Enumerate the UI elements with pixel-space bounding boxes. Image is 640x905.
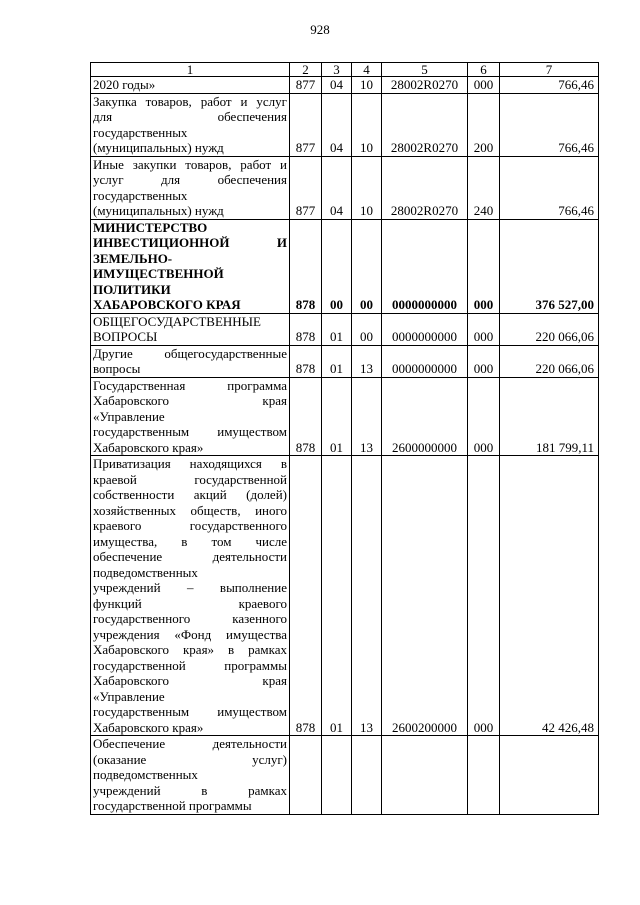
row-target-article: 28002R0270	[382, 77, 468, 94]
header-col-7: 7	[500, 63, 599, 77]
row-description-line: подведомственных	[93, 767, 198, 782]
row-subsection: 10	[352, 77, 382, 94]
row-subsection: 00	[352, 313, 382, 345]
row-description-line: МИНИСТЕРСТВО	[93, 219, 208, 235]
row-description-line: государственных	[93, 187, 188, 203]
row-amount: 766,46	[500, 156, 599, 219]
row-description-line: учреждений – выполнение	[93, 580, 287, 595]
row-description-line: 2020 годы»	[93, 77, 156, 92]
row-expense-type: 240	[468, 156, 500, 219]
row-admin-code: 877	[290, 77, 322, 94]
header-col-5: 5	[382, 63, 468, 77]
row-description-line: имущества, в том числе	[93, 533, 287, 549]
row-section: 01	[322, 377, 352, 456]
row-admin-code: 877	[290, 93, 322, 156]
table-row	[91, 345, 599, 377]
row-section: 04	[322, 93, 352, 156]
table-header-row	[91, 63, 599, 77]
row-description	[91, 736, 290, 815]
row-description-line: ХАБАРОВСКОГО КРАЯ	[93, 297, 241, 312]
row-expense-type: 000	[468, 345, 500, 377]
row-section: 01	[322, 345, 352, 377]
row-description-line: Хабаровского края	[93, 673, 287, 688]
row-description-line: услуг для обеспечения	[93, 172, 287, 187]
row-admin-code: 878	[290, 456, 322, 736]
row-description-line: учреждений в рамках	[93, 782, 287, 798]
table-row	[91, 313, 599, 345]
row-admin-code	[290, 736, 322, 815]
row-amount: 220 066,06	[500, 345, 599, 377]
row-subsection: 10	[352, 93, 382, 156]
row-description-line: «Управление	[93, 408, 165, 424]
row-description-line: Закупка товаров, работ и услуг	[93, 93, 287, 109]
row-section: 00	[322, 219, 352, 313]
row-section	[322, 736, 352, 815]
row-description-line: вопросы	[93, 361, 141, 376]
row-target-article: 2600000000	[382, 377, 468, 456]
row-expense-type: 000	[468, 456, 500, 736]
table-row	[91, 377, 599, 456]
row-amount: 376 527,00	[500, 219, 599, 313]
row-expense-type	[468, 736, 500, 815]
table-row	[91, 219, 599, 313]
row-description-line: государственных	[93, 124, 188, 140]
row-description-line: государственной программы	[93, 798, 252, 813]
row-expense-type: 000	[468, 377, 500, 456]
row-subsection: 10	[352, 156, 382, 219]
row-description-line: «Управление	[93, 688, 165, 704]
row-description-line: государственным имуществом	[93, 704, 287, 719]
row-description	[91, 456, 290, 736]
row-description-line: Хабаровского края»	[93, 719, 204, 735]
row-description	[91, 313, 290, 345]
table-row	[91, 93, 599, 156]
row-expense-type: 000	[468, 77, 500, 94]
row-subsection: 13	[352, 456, 382, 736]
row-subsection: 13	[352, 345, 382, 377]
row-description-line: государственного казенного	[93, 611, 287, 626]
row-description-line: ИНВЕСТИЦИОННОЙ И	[93, 235, 287, 250]
row-admin-code: 878	[290, 345, 322, 377]
row-target-article: 0000000000	[382, 313, 468, 345]
row-description-line: собственности акций (долей)	[93, 487, 287, 502]
header-col-2: 2	[290, 63, 322, 77]
row-target-article	[382, 736, 468, 815]
row-section: 04	[322, 156, 352, 219]
row-subsection: 00	[352, 219, 382, 313]
row-expense-type: 000	[468, 313, 500, 345]
row-description-line: ИМУЩЕСТВЕННОЙ	[93, 266, 224, 281]
row-description-line: Иные закупки товаров, работ и	[93, 156, 287, 172]
row-description-line: краевого государственного	[93, 518, 287, 533]
row-amount: 181 799,11	[500, 377, 599, 456]
row-description-line: хозяйственных обществ, иного	[93, 502, 287, 518]
row-section: 01	[322, 313, 352, 345]
row-description-line: (оказание услуг)	[93, 751, 287, 767]
row-expense-type: 000	[468, 219, 500, 313]
row-description-line: подведомственных	[93, 564, 198, 580]
row-description	[91, 77, 290, 94]
row-amount	[500, 736, 599, 815]
row-description-line: (муниципальных) нужд	[93, 203, 224, 218]
row-section: 01	[322, 456, 352, 736]
row-amount: 220 066,06	[500, 313, 599, 345]
row-target-article: 28002R0270	[382, 156, 468, 219]
row-description-line: государственным имуществом	[93, 424, 287, 439]
row-expense-type: 200	[468, 93, 500, 156]
table-row	[91, 77, 599, 94]
row-description	[91, 156, 290, 219]
row-target-article: 0000000000	[382, 219, 468, 313]
row-description	[91, 377, 290, 456]
row-description-line: для обеспечения	[93, 109, 287, 124]
header-col-1: 1	[91, 63, 290, 77]
row-description-line: Хабаровского края	[93, 393, 287, 408]
row-description-line: ОБЩЕГОСУДАРСТВЕННЫЕ	[93, 313, 261, 329]
row-description-line: Хабаровского края» в рамках	[93, 642, 287, 657]
table-row	[91, 156, 599, 219]
row-target-article: 2600200000	[382, 456, 468, 736]
row-admin-code: 877	[290, 156, 322, 219]
row-description-line: государственной программы	[93, 657, 287, 673]
row-description-line: Хабаровского края»	[93, 439, 204, 455]
row-amount: 766,46	[500, 93, 599, 156]
row-description-line: краевой государственной	[93, 471, 287, 487]
row-description	[91, 345, 290, 377]
row-subsection	[352, 736, 382, 815]
row-target-article: 0000000000	[382, 345, 468, 377]
row-description-line: учреждения «Фонд имущества	[93, 626, 287, 642]
row-amount: 766,46	[500, 77, 599, 94]
row-amount: 42 426,48	[500, 456, 599, 736]
row-description-line: ЗЕМЕЛЬНО-	[93, 250, 173, 266]
row-description-line: Приватизация находящихся в	[93, 456, 287, 471]
header-col-6: 6	[468, 63, 500, 77]
row-description-line: Обеспечение деятельности	[93, 736, 287, 751]
row-target-article: 28002R0270	[382, 93, 468, 156]
row-description	[91, 219, 290, 313]
header-col-4: 4	[352, 63, 382, 77]
row-admin-code: 878	[290, 313, 322, 345]
row-description-line: обеспечение деятельности	[93, 549, 287, 564]
row-section: 04	[322, 77, 352, 94]
page-number: 928	[310, 22, 330, 37]
row-description-line: Другие общегосударственные	[93, 345, 287, 361]
row-subsection: 13	[352, 377, 382, 456]
table-row	[91, 736, 599, 815]
row-description-line: функций краевого	[93, 595, 287, 611]
row-description-line: (муниципальных) нужд	[93, 140, 224, 155]
table-row	[91, 456, 599, 736]
row-description-line: ПОЛИТИКИ	[93, 281, 171, 297]
row-admin-code: 878	[290, 377, 322, 456]
row-description-line: Государственная программа	[93, 377, 287, 393]
budget-table	[90, 62, 599, 815]
row-description-line: ВОПРОСЫ	[93, 329, 158, 344]
header-col-3: 3	[322, 63, 352, 77]
row-description	[91, 93, 290, 156]
row-admin-code: 878	[290, 219, 322, 313]
